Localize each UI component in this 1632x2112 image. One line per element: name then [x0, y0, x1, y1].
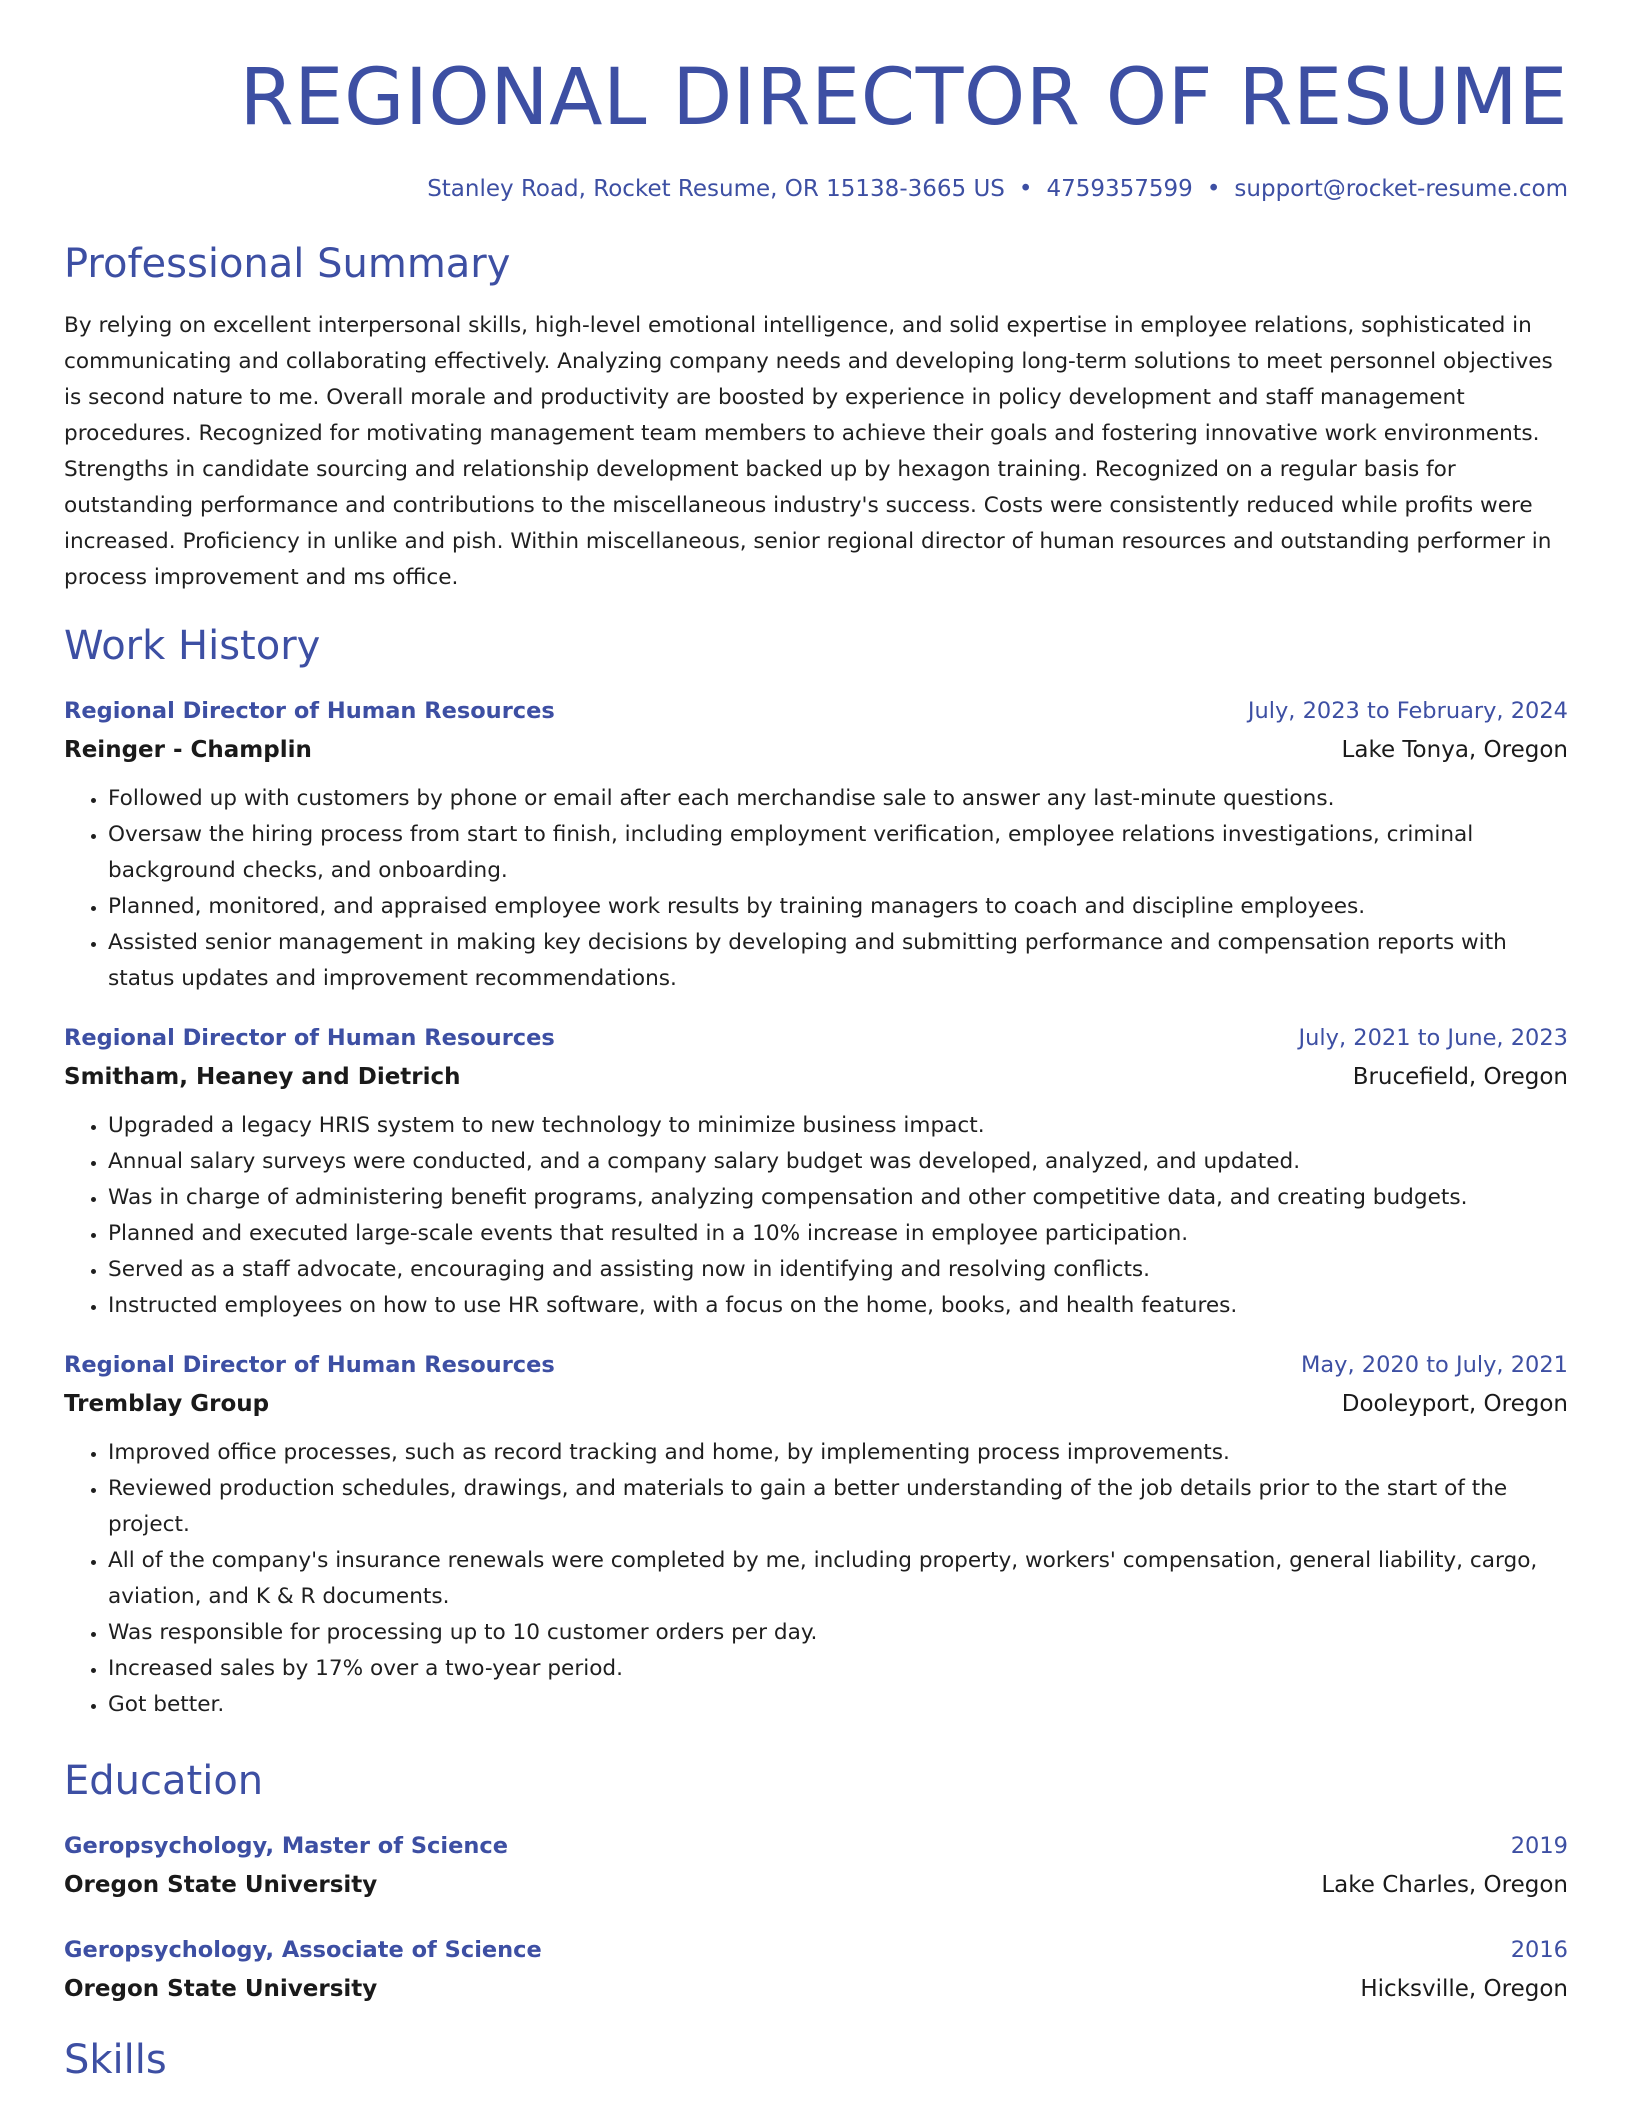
education-location: Hicksville, Oregon — [1360, 1975, 1568, 2002]
education-year: 2016 — [1510, 1936, 1568, 1963]
job-bullet: • Was responsible for processing up to 10 customer orders per day. — [108, 1615, 1568, 1651]
job-bullet: • Assisted senior management in making key decisions by developing and submitting performance and compensation reports with status updates and improvement recommendations. — [108, 925, 1568, 997]
summary-text: By relying on excellent interpersonal skills, high-level emotional intelligence, and solid expertise in employee relations, sophisticated in communicating and collaborating effectively. Analyzing company needs and developing long-term solutions to meet personnel objectives is second nature to me. Overall morale and productivity are boosted by experience in policy development and staff management procedures. Recognized for motivating management team members to achieve their goals and fostering innovative work environments. Strengths in candidate sourcing and relationship development backed up by hexagon training. Recognized on a regular basis for outstanding performance and contributions to the miscellaneous industry's success. Costs were consistently reduced while profits were increased. Proficiency in unlike and pish. Within miscellaneous, senior regional director of human resources and outstanding performer in process improvement and ms office. — [64, 312, 1553, 590]
job-bullet: • Instructed employees on how to use HR software, with a focus on the home, books, and health features. — [108, 1288, 1568, 1324]
education-degree: Geropsychology, Associate of Science — [64, 1936, 542, 1963]
job-title: Regional Director of Human Resources — [64, 697, 555, 724]
job-bullet: • Upgraded a legacy HRIS system to new technology to minimize business impact. — [108, 1108, 1568, 1144]
skills-heading: Skills — [64, 2036, 167, 2083]
job-bullet: • Got better. — [108, 1687, 1568, 1723]
job-bullet: • Was in charge of administering benefit programs, analyzing compensation and other competitive data, and creating budgets. — [108, 1180, 1568, 1216]
education-school: Oregon State University — [64, 1975, 378, 2002]
contact-email[interactable]: support@rocket-resume.com — [1234, 175, 1568, 202]
job-bullet: • Planned, monitored, and appraised employee work results by training managers to coach and discipline employees. — [108, 889, 1568, 925]
education-degree: Geropsychology, Master of Science — [64, 1832, 508, 1859]
job-entry — [64, 698, 1568, 997]
resume-name: REGIONAL DIRECTOR OF RESUME — [239, 53, 1568, 143]
job-location: Lake Tonya, Oregon — [1341, 736, 1568, 763]
contact-separator: • — [1018, 175, 1033, 202]
job-bullets — [64, 1435, 1568, 1723]
job-header-row — [64, 1352, 1568, 1382]
education-heading: Education — [64, 1757, 264, 1804]
job-header-row — [64, 698, 1568, 728]
job-bullet: • Oversaw the hiring process from start to finish, including employment verification, employee relations investigations, criminal background checks, and onboarding. — [108, 817, 1568, 889]
job-entry — [64, 1352, 1568, 1723]
education-location: Lake Charles, Oregon — [1321, 1871, 1568, 1898]
contact-separator: • — [1206, 175, 1221, 202]
job-company-row — [64, 737, 1568, 767]
job-bullet: • Increased sales by 17% over a two-year period. — [108, 1651, 1568, 1687]
resume-header — [64, 52, 1568, 202]
job-bullet: • Planned and executed large-scale events that resulted in a 10% increase in employee participation. — [108, 1216, 1568, 1252]
job-company: Reinger - Champlin — [64, 736, 312, 763]
contact-line — [64, 176, 1568, 202]
education-header-row — [64, 1937, 1568, 1967]
job-bullet: • Reviewed production schedules, drawings, and materials to gain a better understanding of the job details prior to the start of the project. — [108, 1471, 1568, 1543]
summary-heading: Professional Summary — [64, 240, 511, 287]
job-company: Smitham, Heaney and Dietrich — [64, 1063, 461, 1090]
job-location: Brucefield, Oregon — [1352, 1063, 1568, 1090]
work-history-heading: Work History — [64, 622, 321, 669]
job-title: Regional Director of Human Resources — [64, 1024, 555, 1051]
education-school: Oregon State University — [64, 1871, 378, 1898]
education-school-row — [64, 1976, 1568, 2006]
job-bullet: • Annual salary surveys were conducted, and a company salary budget was developed, analyzed, and updated. — [108, 1144, 1568, 1180]
job-location: Dooleyport, Oregon — [1341, 1390, 1568, 1417]
job-bullets — [64, 1108, 1568, 1324]
job-bullet: • Followed up with customers by phone or email after each merchandise sale to answer any last-minute questions. — [108, 781, 1568, 817]
job-dates: July, 2021 to June, 2023 — [1298, 1024, 1568, 1051]
education-year: 2019 — [1510, 1832, 1568, 1859]
job-bullet: • Improved office processes, such as record tracking and home, by implementing process improvements. — [108, 1435, 1568, 1471]
job-company: Tremblay Group — [64, 1390, 270, 1417]
job-bullet: • Served as a staff advocate, encouraging and assisting now in identifying and resolving conflicts. — [108, 1252, 1568, 1288]
education-header-row — [64, 1833, 1568, 1863]
job-entry — [64, 1025, 1568, 1324]
job-bullets — [64, 781, 1568, 997]
job-header-row — [64, 1025, 1568, 1055]
job-title: Regional Director of Human Resources — [64, 1351, 555, 1378]
job-dates: May, 2020 to July, 2021 — [1300, 1351, 1568, 1378]
education-school-row — [64, 1872, 1568, 1902]
education-entry — [64, 1833, 1568, 1902]
education-entry — [64, 1937, 1568, 2006]
job-bullet: • All of the company's insurance renewals were completed by me, including property, workers' compensation, general liability, cargo, aviation, and K & R documents. — [108, 1543, 1568, 1615]
job-company-row — [64, 1064, 1568, 1094]
job-company-row — [64, 1391, 1568, 1421]
contact-phone: 4759357599 — [1046, 175, 1193, 202]
job-dates: July, 2023 to February, 2024 — [1247, 697, 1568, 724]
contact-address: Stanley Road, Rocket Resume, OR 15138-3665 US — [427, 175, 1005, 202]
